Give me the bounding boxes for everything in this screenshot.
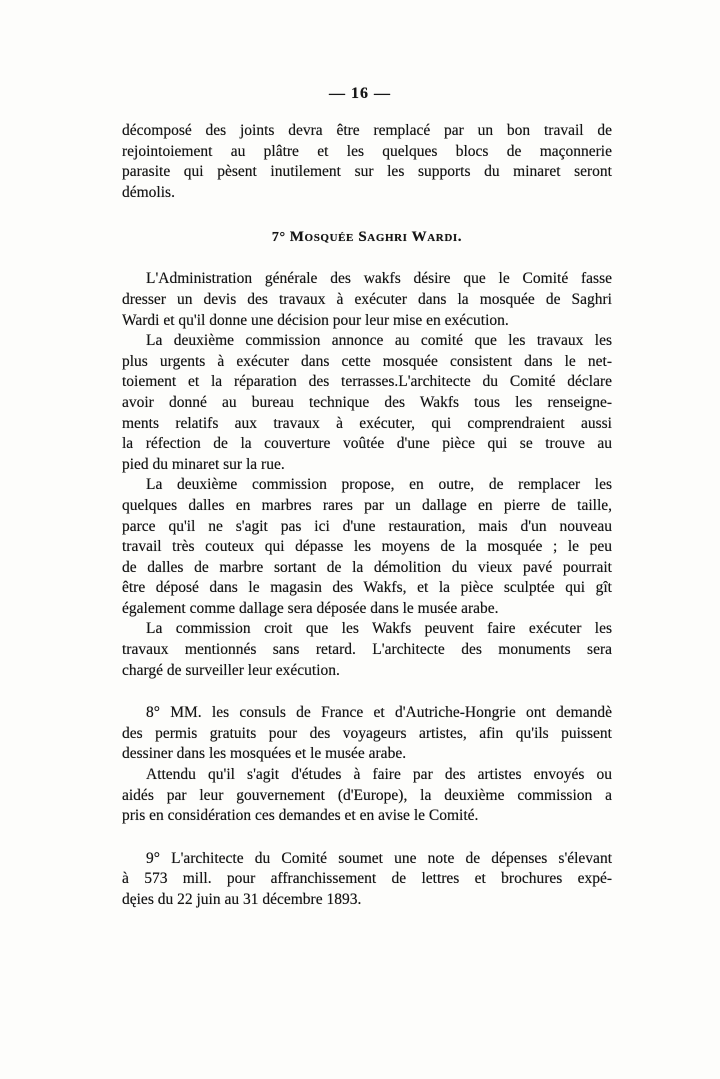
paragraph (122, 849, 612, 911)
text-line: dessiner dans les mosquées et le musée arabe. (122, 745, 407, 763)
paragraph (122, 121, 612, 203)
page-number: — 16 — (329, 85, 391, 102)
paragraph (122, 765, 612, 827)
text-line: 8° MM. les consuls de France et d'Autriche-Hongrie ont demandè (146, 704, 612, 722)
text-line: La commission croit que les Wakfs peuvent faire exécuter les (146, 620, 612, 638)
text-line: être déposé dans le magasin des Wakfs, et la pièce sculptée qui gît (122, 579, 612, 597)
paragraph (122, 269, 612, 331)
text-line: avoir donné au bureau technique des Wakfs tous les renseigne- (122, 393, 612, 411)
text-line: de dalles de marbre sortant de la démolition du vieux pavé pourrait (122, 558, 612, 576)
text-line: à 573 mill. pour affranchissement de lettres et brochures expé- (122, 870, 612, 888)
text-line: quelques dalles en marbres rares par un dallage en pierre de taille, (122, 496, 612, 514)
text-line: Attendu qu'il s'agit d'études à faire par des artistes envoyés ou (146, 766, 612, 784)
heading-title: Mosquée Saghri Wardi. (289, 229, 463, 246)
section-heading (122, 227, 612, 248)
text-line: ments relatifs aux travaux à exécuter, qui comprendraient aussi (122, 414, 612, 432)
text-line: Wardi et qu'il donne une décision pour leur mise en exécution. (122, 311, 509, 329)
text-line: La deuxième commission annonce au comité que les travaux les (146, 332, 612, 350)
text-line: La deuxième commission propose, en outre, de remplacer les (146, 476, 612, 494)
text-line: la réfection de la couverture voûtée d'une pièce qui se trouve au (122, 435, 612, 453)
text-line: dresser un devis des travaux à exécuter dans la mosquée de Saghri (122, 290, 612, 308)
heading-numeral: 7° (271, 230, 290, 246)
text-line: décomposé des joints devra être remplacé par un bon travail de (122, 122, 612, 139)
text-line: rejointoiement au plâtre et les quelques blocs de maçonnerie (122, 142, 612, 160)
paragraph (122, 619, 612, 681)
text-line: également comme dallage sera déposée dans le musée arabe. (122, 599, 499, 617)
text-line: pris en considération ces demandes et en avise le Comité. (122, 807, 479, 825)
text-line: travail très couteux qui dépasse les moyens de la mosquée ; le peu (122, 538, 612, 556)
text-line: travaux mentionnés sans retard. L'architecte des monuments sera (122, 641, 612, 659)
text-line: pied du minaret sur la rue. (122, 455, 285, 473)
page-content (122, 121, 612, 911)
text-line: L'Administration générale des wakfs désire que le Comité fasse (146, 270, 612, 288)
text-line: toiement et la réparation des terrasses.L'architecte du Comité déclare (122, 373, 612, 391)
paragraph (122, 703, 612, 765)
text-line: chargé de surveiller leur exécution. (122, 661, 340, 679)
text-line: parce qu'il ne s'agit pas ici d'une restauration, mais d'un nouveau (122, 517, 612, 535)
text-line: dęies du 22 juin au 31 décembre 1893. (122, 891, 362, 908)
text-line: 9° L'architecte du Comité soumet une note de dépenses s'élevant (146, 849, 612, 867)
text-line: plus urgents à exécuter dans cette mosquée consistent dans le net- (122, 352, 612, 370)
paragraph (122, 475, 612, 619)
paragraph (122, 331, 612, 475)
text-line: parasite qui pèsent inutilement sur les supports du minaret seront (122, 163, 612, 181)
text-line: des permis gratuits pour des voyageurs artistes, afin qu'ils puissent (122, 724, 612, 742)
text-line: démolis. (122, 183, 175, 201)
text-line: aidés par leur gouvernement (d'Europe), la deuxième commission a (122, 786, 612, 804)
